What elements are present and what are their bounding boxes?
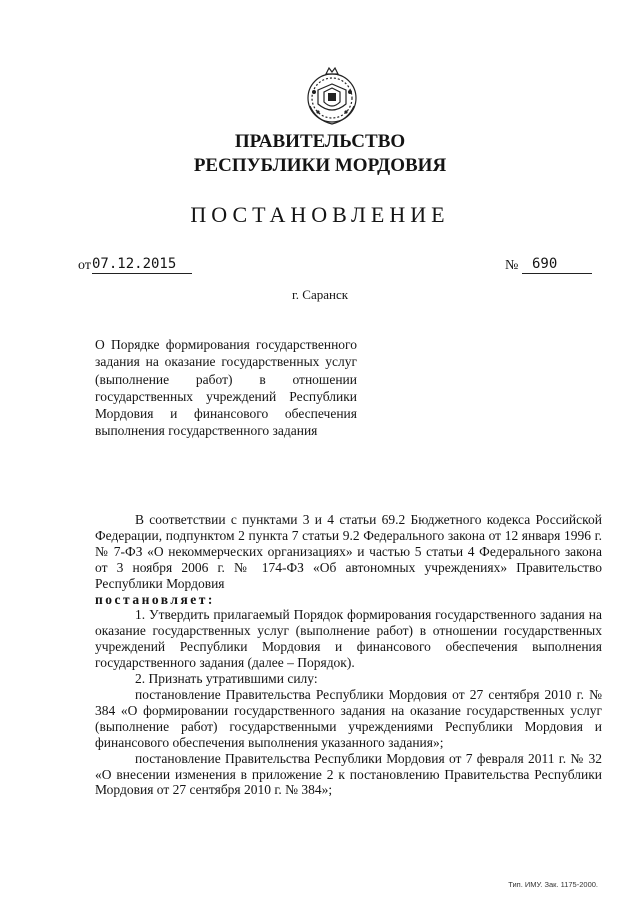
print-mark: Тип. ИМУ. Зак. 1175-2000. — [508, 880, 598, 889]
number-label: № — [505, 258, 519, 273]
document-type-title: ПОСТАНОВЛЕНИЕ — [190, 202, 450, 227]
resolves-paragraph — [95, 592, 602, 608]
date-label: от — [78, 258, 91, 273]
item-2-a: постановление Правительства Республики Мордовия от 27 сентября 2010 г. № 384 «О формировании государственного задания на оказание государственных услуг (выполнение работ) государственными учреждениями Республики Мордовия и финансового обеспечения выполнения указанного задания»; — [95, 686, 602, 750]
preamble-paragraph — [95, 512, 602, 592]
coat-of-arms-icon — [296, 60, 368, 132]
government-title-line1: ПРАВИТЕЛЬСТВО — [234, 131, 406, 152]
decree-body — [95, 512, 602, 798]
preamble-text: В соответствии с пунктами 3 и 4 статьи 69.2 Бюджетного кодекса Российской Федерации, подпунктом 2 пункта 7 статьи 9.2 Федерального закона от 12 января 1996 г. № 7-ФЗ «О некоммерческих организациях» и частью 5 статьи 4 Федерального закона от 3 ноября 2006 г. № 174-ФЗ «Об автономных учреждениях» Правительство Республики Мордовия — [95, 512, 602, 591]
item-2-b: постановление Правительства Республики Мордовия от 7 февраля 2011 г. № 32 «О внесении изменения в приложение 2 к постановлению Правительства Республики Мордовия от 27 сентября 2010 г. № 384»; — [95, 750, 602, 798]
date-field: 07.12.2015 — [92, 255, 192, 274]
item-1: 1. Утвердить прилагаемый Порядок формирования государственного задания на оказание государственных услуг (выполнение работ) в отношении государственных учреждений Республики Мордовия и финансового обеспечения выполнения государственного задания (далее – Порядок). — [95, 607, 602, 671]
government-title-line2: РЕСПУБЛИКИ МОРДОВИЯ — [193, 155, 447, 176]
decree-subject: О Порядке формирования государственного задания на оказание государственных услуг (выполнение работ) в отношении государственных учреждений Республики Мордовия и финансового обеспечения выполнения государственного задания — [95, 337, 357, 439]
number-field: 690 — [522, 255, 592, 274]
city-label: г. Саранск — [291, 287, 349, 302]
resolves-text: постановляет: — [95, 591, 215, 607]
item-2: 2. Признать утратившими силу: — [135, 671, 318, 687]
